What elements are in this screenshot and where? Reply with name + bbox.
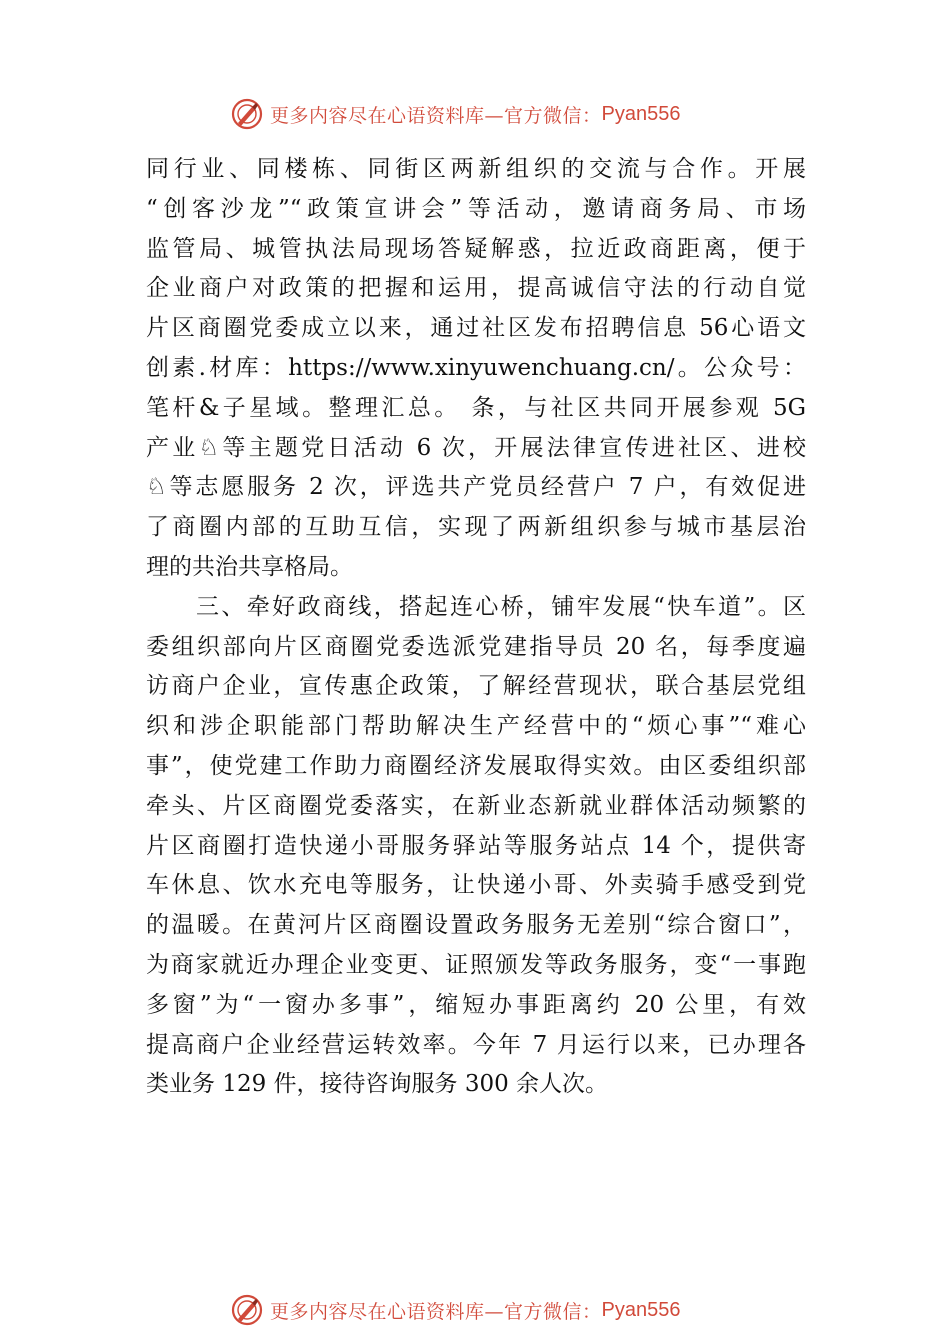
- body-line: 为商家就近办理企业变更、证照颁发等政务服务，变“一事跑: [146, 951, 806, 978]
- footer-banner: [230, 1290, 750, 1330]
- body-line: 类业务 129 件，接待咨询服务 300 余人次。: [146, 1071, 609, 1098]
- document-body: [146, 150, 806, 1105]
- body-line: 提高商户企业经营运转效率。今年 7 月运行以来，已办理各: [146, 1031, 806, 1058]
- body-line: 的温暖。在黄河片区商圈设置政务服务无差别“综合窗口”，: [146, 912, 806, 939]
- body-line: 车休息、饮水充电等服务，让快递小哥、外卖骑手感受到党: [146, 872, 806, 899]
- banner-text: 更多内容尽在心语资料库—官方微信：: [270, 1300, 602, 1323]
- body-line: 创素.材库：https://www.xinyuwenchuang.cn/。公众号：: [146, 354, 806, 381]
- section-heading-line: 三、牵好政商线，搭起连心桥，铺牢发展“快车道”。区: [196, 593, 806, 620]
- pen-logo-icon: [230, 97, 264, 131]
- body-line: 片区商圈打造快递小哥服务驿站等服务站点 14 个，提供寄: [146, 832, 806, 859]
- body-line: 委组织部向片区商圈党委选派党建指导员 20 名，每季度遍: [146, 633, 806, 660]
- body-line: 理的共治共享格局。: [146, 553, 353, 580]
- body-line: 牵头、片区商圈党委落实，在新业态新就业群体活动频繁的: [146, 792, 806, 819]
- body-line: 监管局、城管执法局现场答疑解惑，拉近政商距离，便于: [146, 235, 806, 262]
- banner-text: 更多内容尽在心语资料库—官方微信：: [270, 104, 602, 127]
- body-line: 片区商圈党委成立以来，通过社区发布招聘信息 56心语文: [146, 315, 806, 342]
- body-line: “创客沙龙”“政策宣讲会”等活动，邀请商务局、市场: [146, 195, 806, 222]
- body-line: 笔杆&子星域。整理汇总。 条，与社区共同开展参观 5G: [146, 394, 806, 421]
- body-line: 同行业、同楼栋、同街区两新组织的交流与合作。开展: [146, 156, 806, 182]
- banner-account: Pyan556: [601, 1298, 681, 1321]
- body-line: 织和涉企职能部门帮助解决生产经营中的“烦心事”“难心: [146, 713, 806, 740]
- body-line: 多窗”为“一窗办多事”，缩短办事距离约 20 公里，有效: [146, 991, 806, 1018]
- body-line: 事”，使党建工作助力商圈经济发展取得实效。由区委组织部: [146, 752, 806, 779]
- header-banner: [230, 94, 750, 134]
- body-line: 企业商户对政策的把握和运用，提高诚信守法的行动自觉: [146, 275, 806, 302]
- body-line: 产业♘等主题党日活动 6 次，开展法律宣传进社区、进校: [146, 434, 806, 461]
- body-line: 访商户企业，宣传惠企政策，了解经营现状，联合基层党组: [146, 673, 806, 700]
- banner-account: Pyan556: [601, 102, 681, 125]
- pen-logo-icon: [230, 1293, 264, 1327]
- body-line: ♘等志愿服务 2 次，评选共产党员经营户 7 户，有效促进: [146, 474, 806, 501]
- body-line: 了商圈内部的互助互信，实现了两新组织参与城市基层治: [146, 514, 806, 541]
